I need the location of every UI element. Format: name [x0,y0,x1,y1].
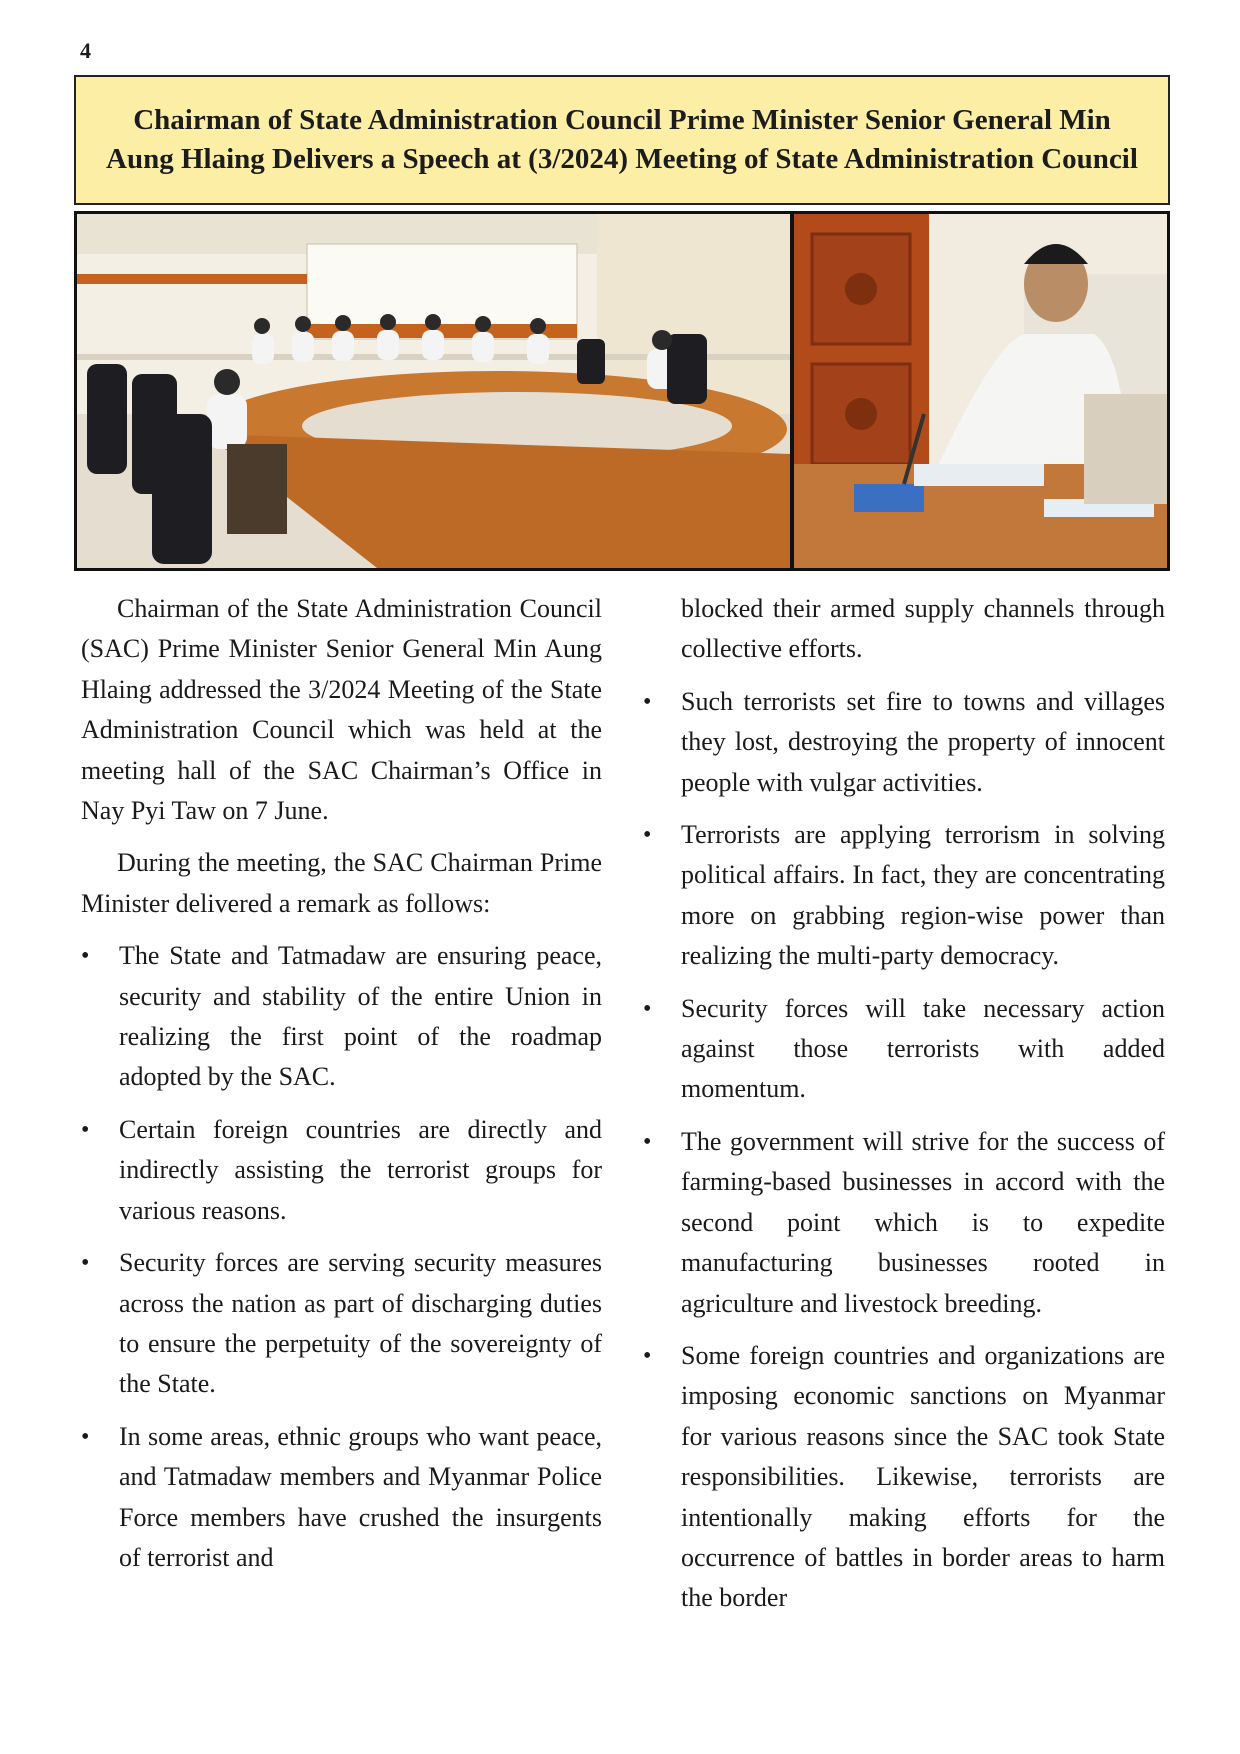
remarks-list-left [81,936,602,1578]
page-number: 4 [80,38,91,63]
list-item: • Such terrorists set fire to towns and villages they lost, destroying the property of innocent people with vulgar activities. [643,682,1165,803]
continued-paragraph: blocked their armed supply channels through collective efforts. [681,594,1165,664]
lead-paragraph: During the meeting, the SAC Chairman Prime Minister delivered a remark as follows: [81,848,602,918]
article-title: Chairman of State Administration Council Prime Minister Senior General Min Aung Hlaing Delivers a Speech at (3/2024) Meeting of State Administration Council [106,104,1138,175]
list-item: • The government will strive for the success of farming-based businesses in accord with the second point which is to expedite manufacturing businesses rooted in agriculture and livestock breeding. [643,1122,1165,1324]
speaker-photo [794,214,1167,568]
photo-frame [74,211,1170,571]
list-item: • Security forces are serving security measures across the nation as part of discharging duties to ensure the perpetuity of the sovereignty of the State. [81,1243,602,1405]
left-column [81,589,602,1590]
list-item: • Certain foreign countries are directly and indirectly assisting the terrorist groups for various reasons. [81,1110,602,1231]
intro-paragraph: Chairman of the State Administration Council (SAC) Prime Minister Senior General Min Aung Hlaing addressed the 3/2024 Meeting of the State Administration Council which was held at the meeting hall of the SAC Chairman’s Office in Nay Pyi Taw on 7 June. [81,594,602,826]
list-item: • Some foreign countries and organizations are imposing economic sanctions on Myanmar for various reasons since the SAC took State responsibilities. Likewise, terrorists are intentionally making efforts for the occurrence of battles in border areas to harm the border [643,1336,1165,1619]
meeting-hall-photo [77,214,790,568]
list-item: • In some areas, ethnic groups who want peace, and Tatmadaw members and Myanmar Police Force members have crushed the insurgents of terrorist and [81,1417,602,1579]
speaker-illustration [794,214,1167,568]
list-item: • The State and Tatmadaw are ensuring peace, security and stability of the entire Union in realizing the first point of the roadmap adopted by the SAC. [81,936,602,1098]
meeting-hall-illustration [77,214,790,568]
remarks-list-right [643,682,1165,1619]
list-item: • Terrorists are applying terrorism in solving political affairs. In fact, they are concentrating more on grabbing region-wise power than realizing the multi-party democracy. [643,815,1165,977]
article-title-box [74,75,1170,205]
list-item: • Security forces will take necessary action against those terrorists with added momentum. [643,989,1165,1110]
right-column [643,589,1165,1631]
